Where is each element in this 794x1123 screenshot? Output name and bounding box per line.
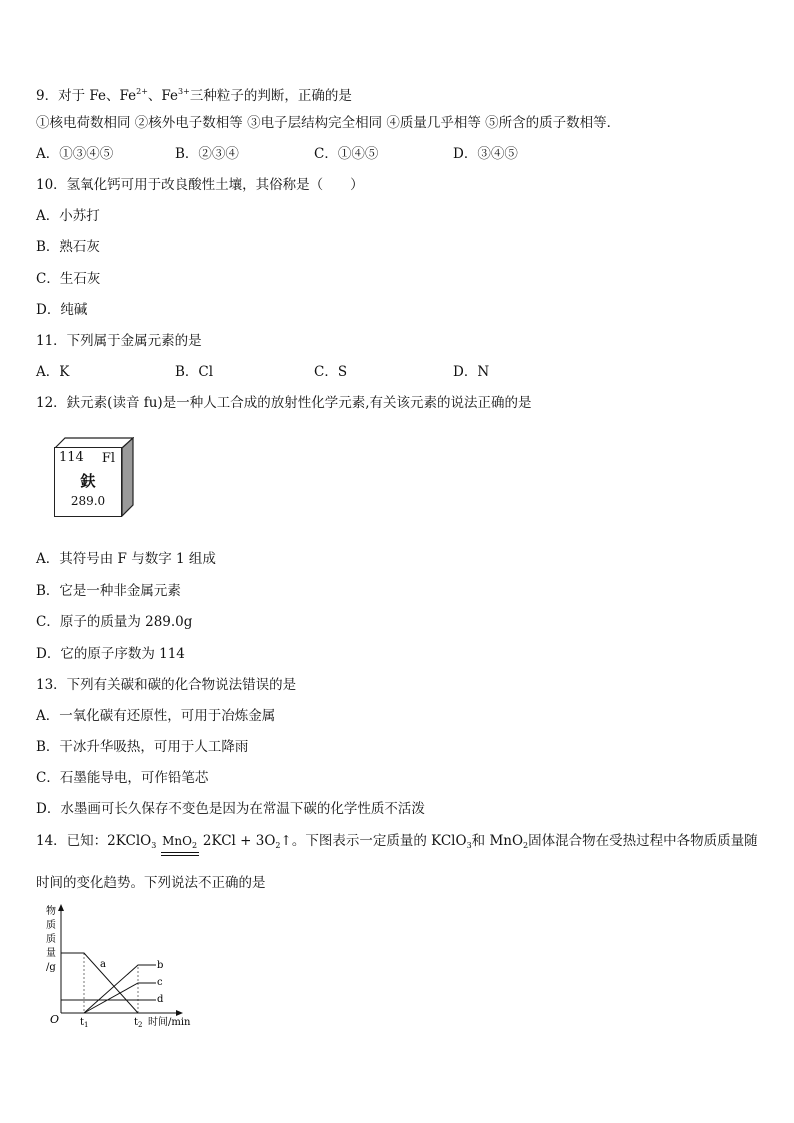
q11-option-d[interactable]: D．N bbox=[453, 364, 490, 380]
curve-c-label: c bbox=[157, 977, 163, 988]
curve-a-label: a bbox=[100, 959, 106, 970]
graph-ylabel-4: 量 bbox=[46, 948, 56, 959]
x-axis-arrow-icon bbox=[176, 1010, 183, 1016]
q11-option-a[interactable]: A．K bbox=[36, 364, 70, 380]
t2-label: $t_2$ bbox=[134, 1017, 143, 1028]
q11-stem: 11．下列属于金属元素的是 bbox=[36, 333, 202, 349]
graph-xlabel: 时间/min bbox=[148, 1017, 191, 1028]
curve-b bbox=[84, 965, 156, 1013]
element-name: 鈇 bbox=[80, 472, 96, 490]
q14-stem-line2: 时间的变化趋势。下列说法不正确的是 bbox=[36, 875, 266, 891]
y-axis-arrow-icon bbox=[58, 904, 64, 911]
graph-ylabel-2: 质 bbox=[46, 920, 56, 931]
q10-option-c[interactable]: C．生石灰 bbox=[36, 271, 101, 287]
curve-d-label: d bbox=[157, 994, 164, 1005]
q12-stem: 12．鈇元素(读音 fu)是一种人工合成的放射性化学元素,有关该元素的说法正确的是 bbox=[36, 395, 532, 411]
q9-statements: ①核电荷数相同 ②核外电子数相等 ③电子层结构完全相同 ④质量几乎相等 ⑤所含的质子数相等． bbox=[36, 115, 621, 131]
reaction-condition: MnO$_2$ bbox=[161, 835, 199, 856]
atomic-mass: 289.0 bbox=[70, 494, 106, 508]
t1-label: $t_1$ bbox=[80, 1017, 89, 1028]
graph-origin: O bbox=[50, 1013, 60, 1026]
q9-option-b[interactable]: B．②③④ bbox=[175, 146, 239, 162]
q9-option-c[interactable]: C．①④⑤ bbox=[314, 146, 379, 162]
q9-option-a[interactable]: A．①③④⑤ bbox=[36, 146, 114, 162]
q13-option-c[interactable]: C．石墨能导电，可作铅笔芯 bbox=[36, 770, 209, 786]
q10-option-b[interactable]: B．熟石灰 bbox=[36, 239, 100, 255]
q13-option-d[interactable]: D．水墨画可长久保存不变色是因为在常温下碳的化学性质不活泼 bbox=[36, 801, 425, 817]
element-card-face bbox=[54, 447, 122, 517]
q13-option-b[interactable]: B．干冰升华吸热，可用于人工降雨 bbox=[36, 739, 249, 755]
element-symbol: Fl bbox=[101, 451, 115, 466]
curve-b-label: b bbox=[157, 960, 164, 971]
q11-option-c[interactable]: C．S bbox=[314, 364, 348, 380]
graph-ylabel-1: 物 bbox=[46, 906, 56, 917]
q11-option-b[interactable]: B．Cl bbox=[175, 364, 214, 380]
curve-c bbox=[84, 983, 156, 1013]
q12-option-b[interactable]: B．它是一种非金属元素 bbox=[36, 583, 181, 599]
graph-ylabel-3: 质 bbox=[46, 934, 56, 945]
q12-option-d[interactable]: D．它的原子序数为 114 bbox=[36, 646, 185, 662]
q14-stem-line1: 14．已知：2KClO$_3$ MnO$_2$ $2KCl + 3O_2↑$。下图表示一定质量的 KClO$_3$和 MnO$_2$固体混合物在受热过程中各物质质量随 bbox=[36, 832, 758, 856]
mass-time-graph bbox=[40, 903, 210, 1028]
q10-stem: 10．氢氧化钙可用于改良酸性土壤，其俗称是（ ） bbox=[36, 177, 364, 193]
q9-stem: 9．对于 Fe、$Fe^{2+}$、$Fe^{3+}$三种粒子的判断，正确的是 bbox=[36, 87, 352, 104]
q13-option-a[interactable]: A．一氧化碳有还原性，可用于冶炼金属 bbox=[36, 708, 276, 724]
q9-option-d[interactable]: D．③④⑤ bbox=[453, 146, 518, 162]
graph-ylabel-5: /g bbox=[46, 962, 56, 973]
element-card bbox=[54, 437, 134, 517]
q12-option-c[interactable]: C．原子的质量为 289.0g bbox=[36, 614, 193, 630]
atomic-number: 114 bbox=[59, 450, 84, 465]
q13-stem: 13．下列有关碳和碳的化合物说法错误的是 bbox=[36, 677, 297, 693]
q10-option-d[interactable]: D．纯碱 bbox=[36, 302, 88, 318]
q12-option-a[interactable]: A．其符号由 F 与数字 1 组成 bbox=[36, 551, 216, 567]
q10-option-a[interactable]: A．小苏打 bbox=[36, 208, 100, 224]
